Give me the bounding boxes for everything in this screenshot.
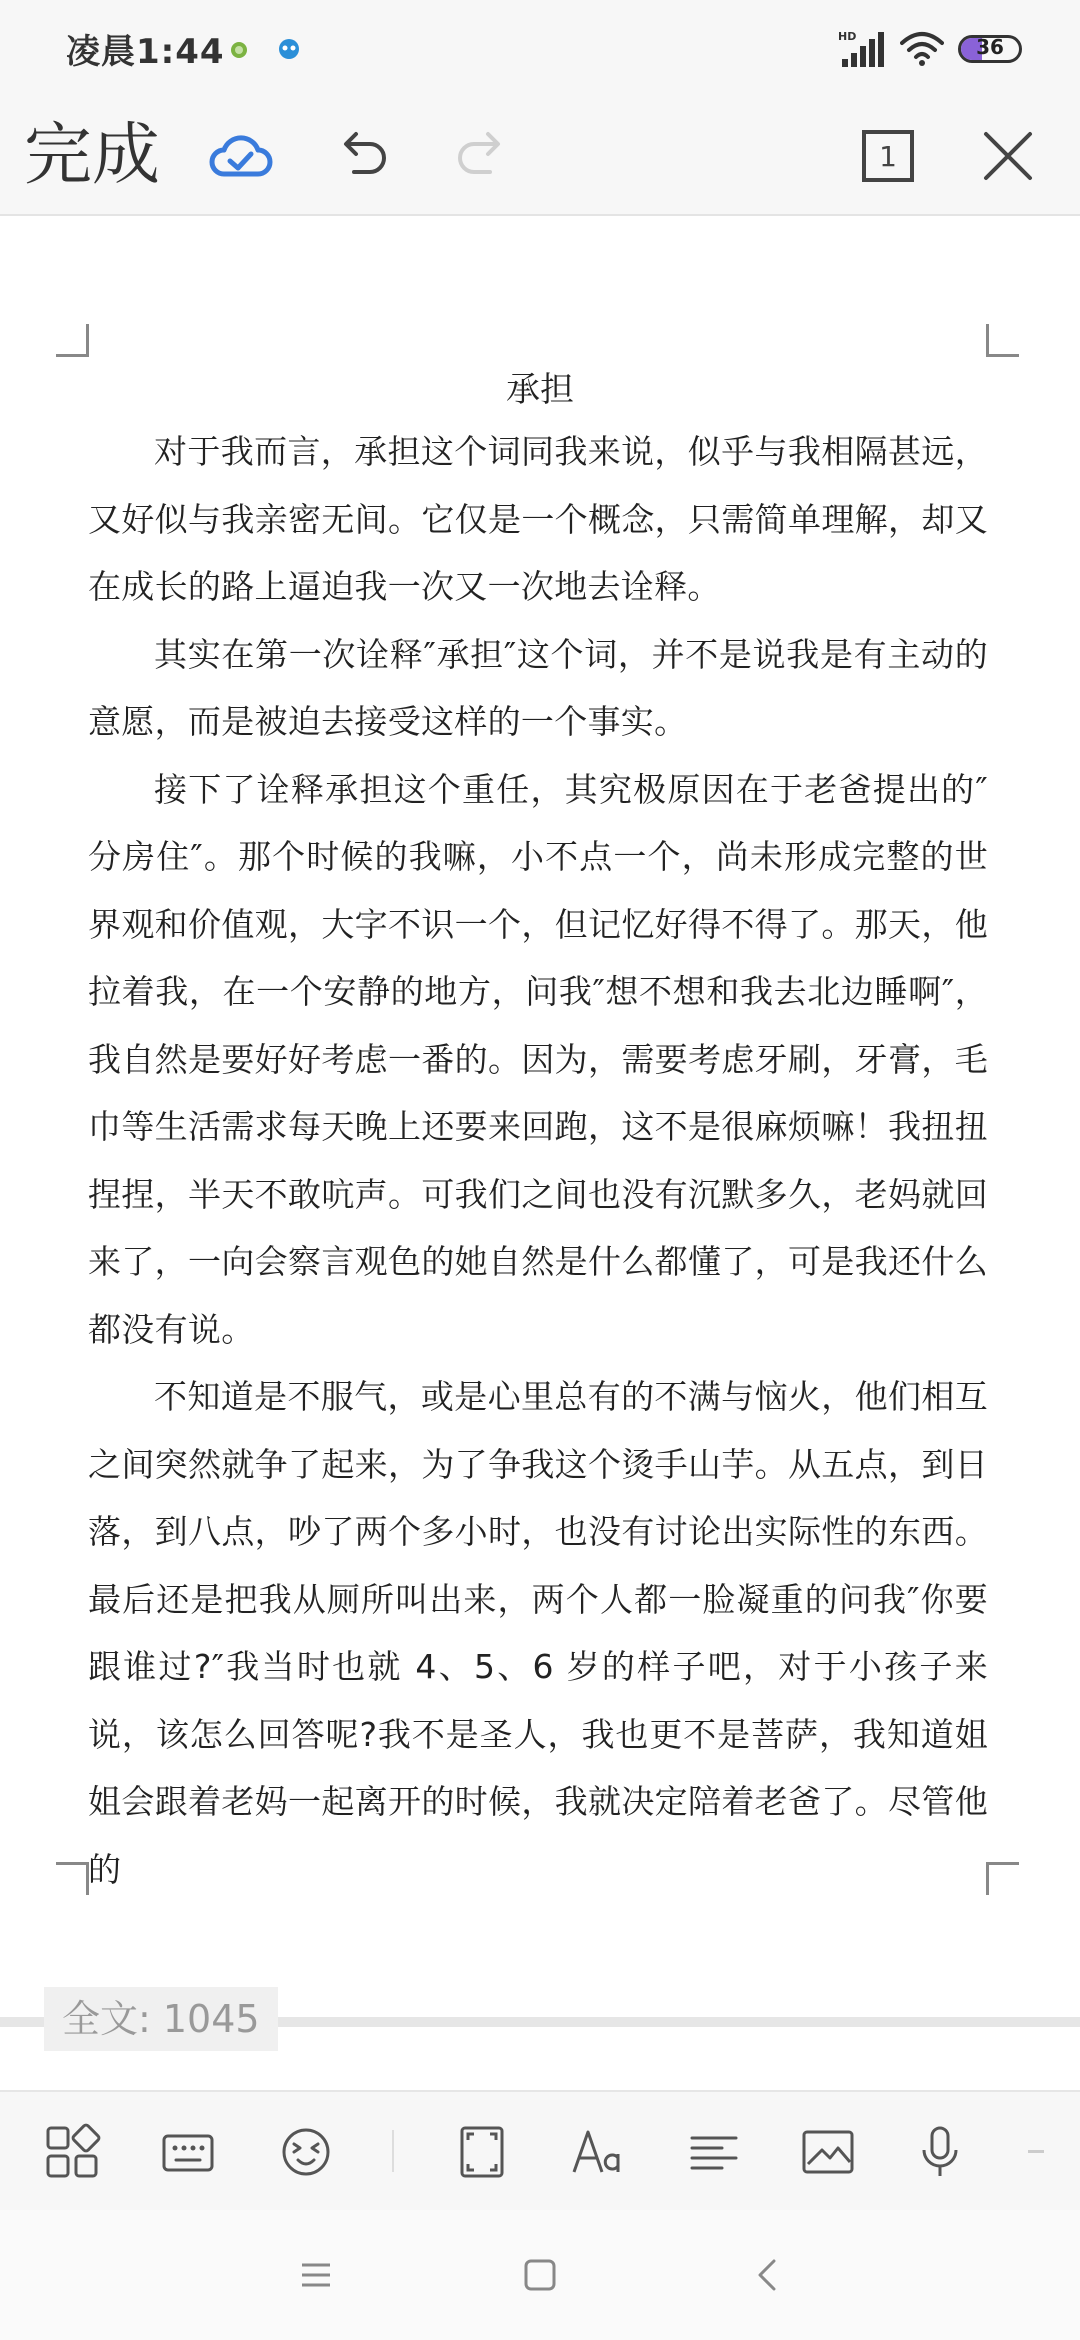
page-count: 1	[879, 140, 897, 173]
font-style-icon[interactable]	[568, 2122, 628, 2182]
page-corner-top-right	[986, 324, 1019, 357]
battery-indicator	[958, 35, 1022, 63]
paragraph-align-icon[interactable]	[684, 2122, 744, 2182]
network-type-label: HD	[838, 30, 857, 43]
system-navigation-bar	[0, 2210, 1080, 2340]
document-paragraph[interactable]: 接下了诠释承担这个重任，其究极原因在于老爸提出的″分房住″。那个时候的我嘛，小不点一个，尚未形成完整的世界观和价值观，大字不识一个，但记忆好得不得了。那天，他拉着我，在一个安静的地方，问我″想不想和我去北边睡啊″，我自然是要好好考虑一番的。因为，需要考虑牙刷，牙膏，毛巾等生活需求每天晚上还要来回跑，这不是很麻烦嘛！我扭扭捏捏，半天不敢吭声。可我们之间也没有沉默多久，老妈就回来了，一向会察言观色的她自然是什么都懂了，可是我还什么都没有说。	[88, 769, 988, 1349]
keyboard-icon[interactable]	[158, 2122, 218, 2182]
editor-toolbar	[0, 100, 1080, 216]
insert-image-icon[interactable]	[798, 2122, 858, 2182]
page-corner-bottom-left	[56, 1862, 89, 1895]
fullscreen-icon[interactable]	[452, 2122, 512, 2182]
word-count-badge: 全文: 1045	[44, 1987, 278, 2051]
document-body[interactable]	[88, 418, 988, 1903]
status-time: 凌晨1:44	[66, 32, 225, 72]
undo-icon[interactable]	[326, 120, 398, 192]
wifi-icon	[900, 31, 944, 67]
cloud-saved-icon[interactable]	[204, 120, 276, 192]
page-corner-bottom-right	[986, 1862, 1019, 1895]
edit-toolbar	[0, 2090, 1080, 2212]
redo-icon[interactable]	[446, 120, 518, 192]
microphone-icon[interactable]	[910, 2122, 970, 2182]
signal-icon	[838, 29, 886, 69]
app-notification-icon-2	[276, 36, 302, 62]
page-corner-top-left	[56, 324, 89, 357]
app-notification-icon	[226, 36, 252, 62]
close-icon[interactable]	[972, 120, 1044, 192]
page-count-button[interactable]	[852, 120, 924, 192]
done-button[interactable]: 完成	[24, 116, 161, 195]
apps-grid-icon[interactable]	[42, 2122, 102, 2182]
toolbar-divider	[392, 2130, 394, 2172]
document-paragraph[interactable]: 不知道是不服气，或是心里总有的不满与恼火，他们相互之间突然就争了起来，为了争我这个烫手山芋。从五点，到日落，到八点，吵了两个多小时，也没有讨论出实际性的东西。最后还是把我从厕所叫出来，两个人都一脸凝重的问我″你要跟谁过?″我当时也就 4、5、6 岁的样子吧，对于小孩子来说，该怎么回答呢?我不是圣人，我也更不是菩萨，我知道姐姐会跟着老妈一起离开的时候，我就决定陪着老爸了。尽管他的	[88, 1377, 988, 1889]
document-paragraph[interactable]: 对于我而言，承担这个词同我来说，似乎与我相隔甚远，又好似与我亲密无间。它仅是一个概念，只需简单理解，却又在成长的路上逼迫我一次又一次地去诠释。	[88, 432, 988, 606]
more-tools-indicator[interactable]	[1028, 2150, 1044, 2153]
battery-level: 36	[976, 35, 1004, 59]
document-paragraph[interactable]: 其实在第一次诠释″承担″这个词，并不是说我是有主动的意愿，而是被迫去接受这样的一个事实。	[88, 634, 988, 741]
document-title[interactable]: 承担	[506, 370, 574, 410]
back-icon[interactable]	[748, 2255, 788, 2295]
status-indicators	[838, 28, 1022, 70]
home-icon[interactable]	[520, 2255, 560, 2295]
status-bar	[0, 0, 1080, 100]
emoji-icon[interactable]	[276, 2122, 336, 2182]
menu-icon[interactable]	[296, 2255, 336, 2295]
